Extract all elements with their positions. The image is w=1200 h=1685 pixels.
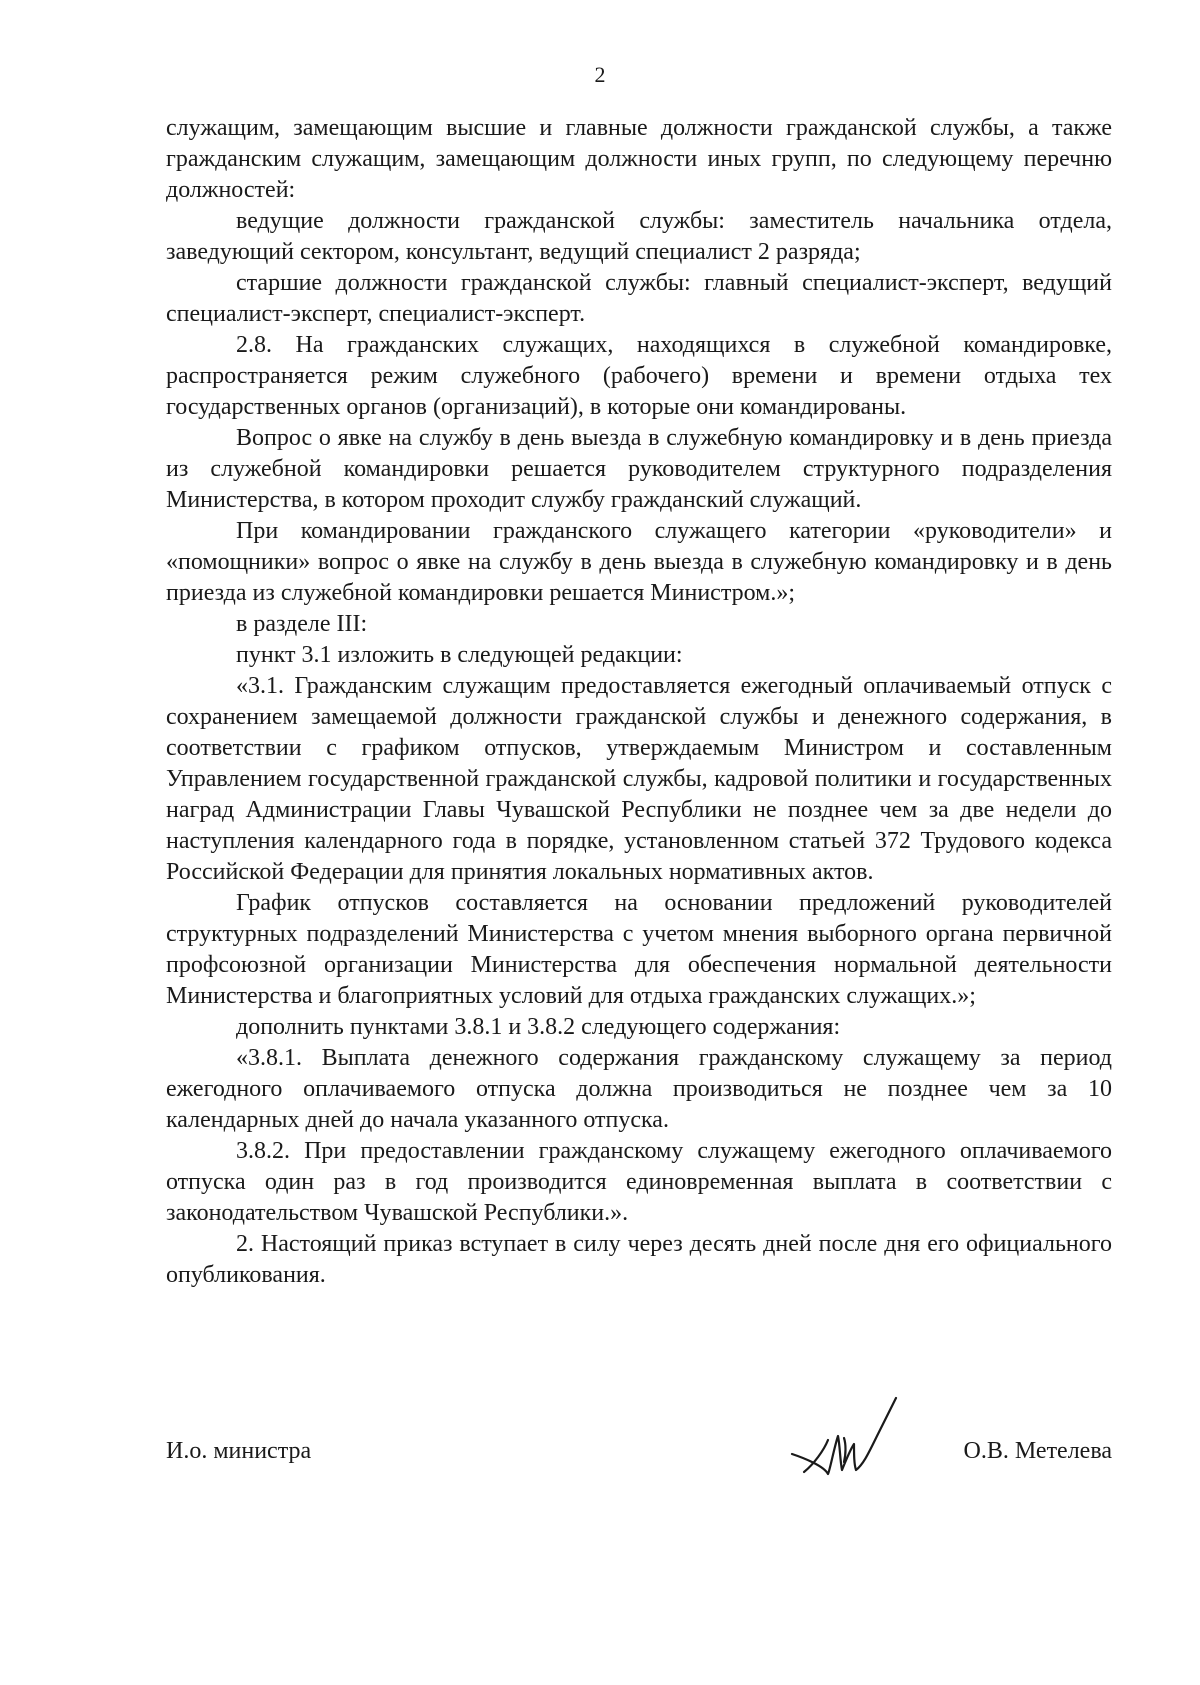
paragraph: в разделе III: bbox=[236, 611, 368, 637]
paragraph: «3.8.1. Выплата денежного содержания гражданскому служащему за период ежегодного оплачиваемого отпуска должна производиться не позднее чем за 10 календарных дней до начала указанного отпуска. bbox=[166, 1045, 1112, 1133]
handwritten-signature bbox=[784, 1380, 914, 1500]
page-number: 2 bbox=[594, 62, 606, 87]
paragraph: 2. Настоящий приказ вступает в силу через десять дней после дня его официального опубликования. bbox=[166, 1231, 1112, 1288]
document-body bbox=[166, 113, 1112, 1291]
signer-title: И.о. министра bbox=[166, 1438, 312, 1464]
paragraph: 2.8. На гражданских служащих, находящихся в служебной командировке, распространяется режим служебного (рабочего) времени и времени отдыха тех государственных органов (организаций), в которые они командированы. bbox=[166, 332, 1112, 420]
paragraph: дополнить пунктами 3.8.1 и 3.8.2 следующего содержания: bbox=[236, 1014, 841, 1040]
signer-name: О.В. Метелева bbox=[963, 1438, 1112, 1464]
paragraph: При командировании гражданского служащего категории «руководители» и «помощники» вопрос о явке на службу в день выезда в служебную командировку и в день приезда из служебной командировки решается Министром.»; bbox=[166, 518, 1112, 606]
signature-block bbox=[166, 1380, 1112, 1500]
paragraph: ведущие должности гражданской службы: заместитель начальника отдела, заведующий сектором, консультант, ведущий специалист 2 разряда; bbox=[166, 208, 1112, 265]
paragraph: служащим, замещающим высшие и главные должности гражданской службы, а также гражданским служащим, замещающим должности иных групп, по следующему перечню должностей: bbox=[166, 115, 1112, 203]
paragraph: «3.1. Гражданским служащим предоставляется ежегодный оплачиваемый отпуск с сохранением замещаемой должности гражданской службы и денежного содержания, в соответствии с графиком отпусков, утверждаемым Министром и составленным Управлением государственной гражданской службы, кадровой политики и государственных наград Администрации Главы Чувашской Республики не позднее чем за две недели до наступления календарного года в порядке, установленном статьей 372 Трудового кодекса Российской Федерации для принятия локальных нормативных актов. bbox=[166, 673, 1112, 885]
paragraph: старшие должности гражданской службы: главный специалист-эксперт, ведущий специалист-эксперт, специалист-эксперт. bbox=[166, 270, 1112, 327]
paragraph: График отпусков составляется на основании предложений руководителей структурных подразделений Министерства с учетом мнения выборного органа первичной профсоюзной организации Министерства для обеспечения нормальной деятельности Министерства и благоприятных условий для отдыха гражданских служащих.»; bbox=[166, 890, 1112, 1009]
paragraph: пункт 3.1 изложить в следующей редакции: bbox=[236, 642, 683, 668]
paragraph: Вопрос о явке на службу в день выезда в служебную командировку и в день приезда из служебной командировки решается руководителем структурного подразделения Министерства, в котором проходит службу гражданский служащий. bbox=[166, 425, 1112, 513]
paragraph: 3.8.2. При предоставлении гражданскому служащему ежегодного оплачиваемого отпуска один раз в год производится единовременная выплата в соответствии с законодательством Чувашской Республики.». bbox=[166, 1138, 1112, 1226]
